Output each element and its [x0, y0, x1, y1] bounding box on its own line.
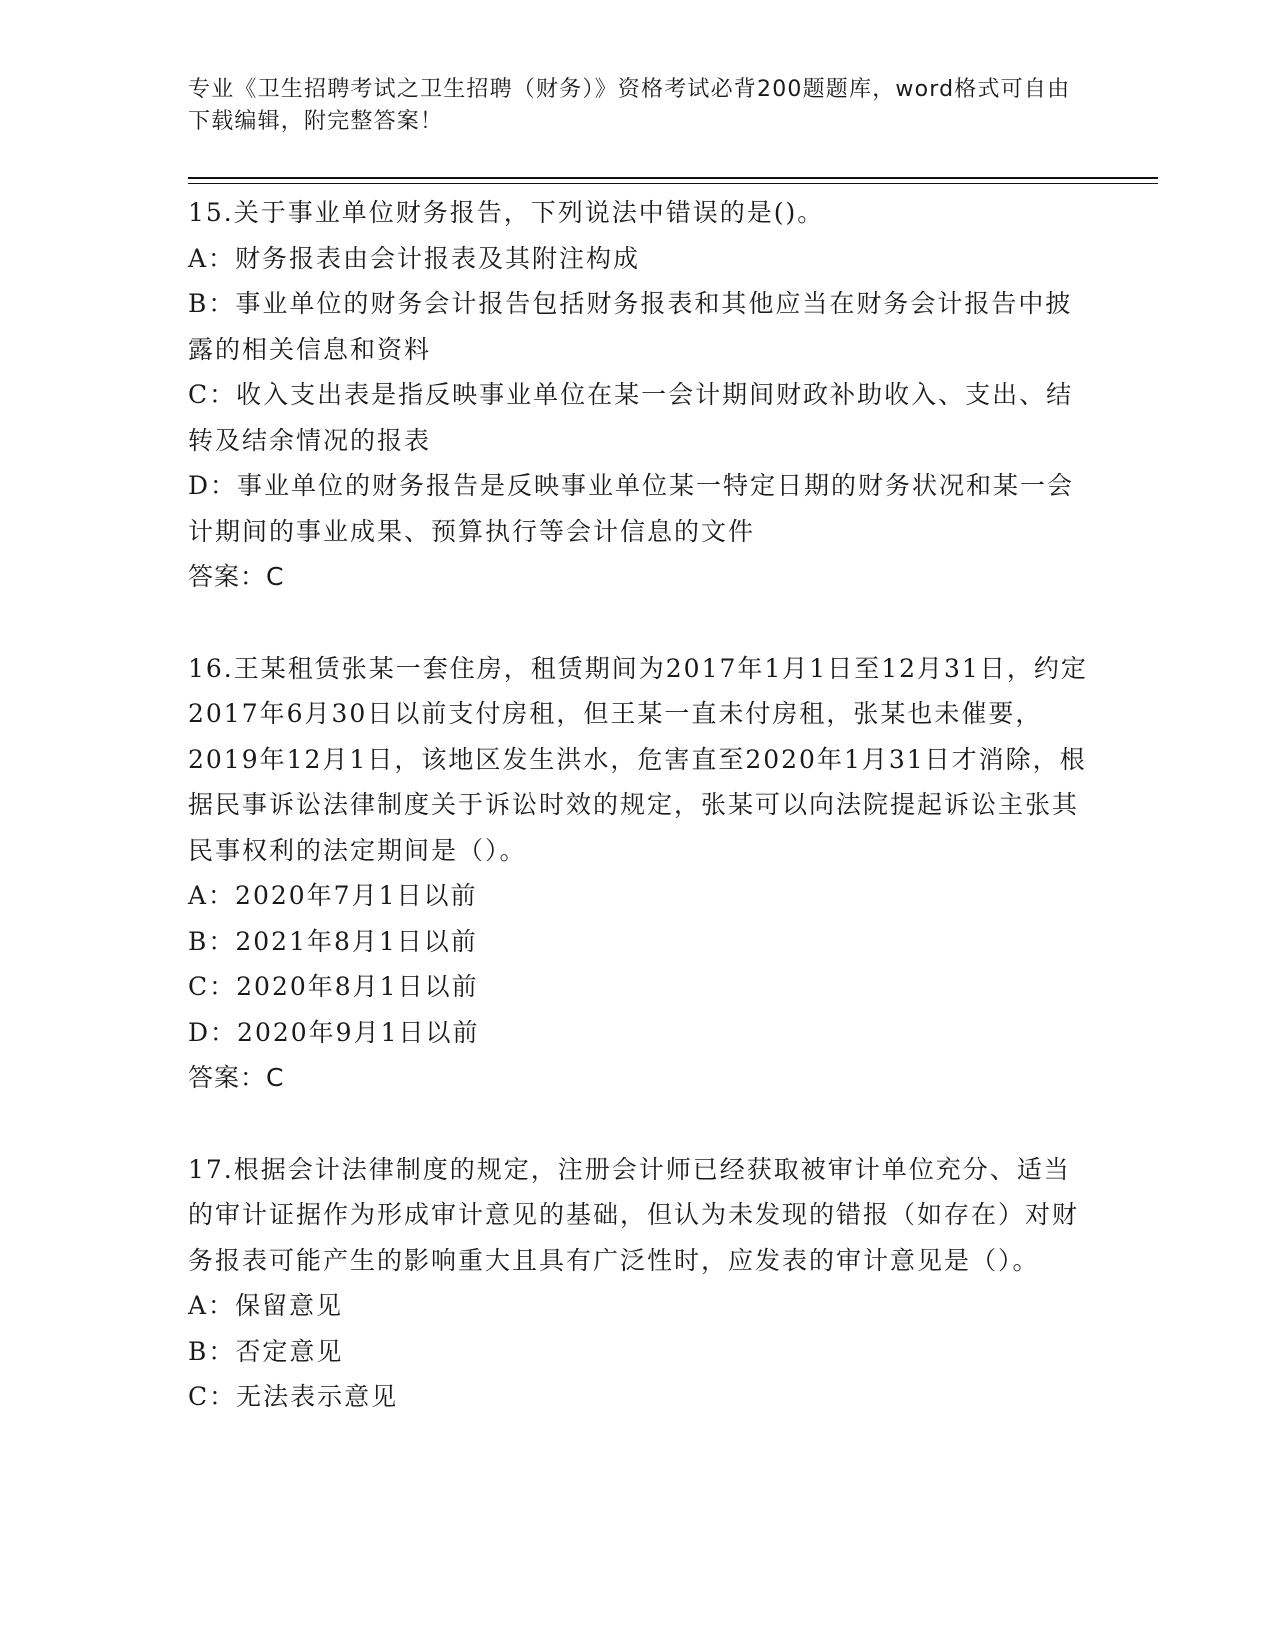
- option-c: C：无法表示意见: [188, 1382, 399, 1411]
- header-divider-thin: [188, 183, 1158, 184]
- question-stem: 16.王某租赁张某一套住房，租赁期间为2017年1月1日至12月31日，约定2017年6月30日以前支付房租，但王某一直未付房租，张某也未催要，2019年12月1日，该地区发生洪水，危害直至2020年1月31日才消除，根据民事诉讼法律制度关于诉讼时效的规定，张某可以向法院提起诉讼主张其民事权利的法定期间是（）。: [188, 653, 1088, 865]
- option-d: D：2020年9月1日以前: [188, 1017, 480, 1047]
- option-b: B：否定意见: [188, 1336, 344, 1366]
- header-divider: [188, 177, 1158, 179]
- option-a: A：2020年7月1日以前: [188, 881, 478, 910]
- question-15: [188, 190, 1088, 600]
- option-a: A：财务报表由会计报表及其附注构成: [188, 243, 641, 273]
- question-17: [188, 1147, 1088, 1420]
- option-c: C：收入支出表是指反映事业单位在某一会计期间财政补助收入、支出、结转及结余情况的报表: [188, 380, 1074, 455]
- option-c: C：2020年8月1日以前: [188, 972, 479, 1001]
- answer: 答案：C: [188, 1063, 285, 1092]
- option-a: A：保留意见: [188, 1291, 344, 1320]
- question-stem: 15.关于事业单位财务报告，下列说法中错误的是()。: [188, 198, 825, 227]
- option-d: D：事业单位的财务报告是反映事业单位某一特定日期的财务状况和某一会计期间的事业成果、预算执行等会计信息的文件: [188, 471, 1075, 546]
- option-b: B：事业单位的财务会计报告包括财务报表和其他应当在财务会计报告中披露的相关信息和资料: [188, 289, 1073, 364]
- answer: 答案：C: [188, 562, 285, 591]
- question-16: [188, 646, 1088, 1101]
- document-header: 专业《卫生招聘考试之卫生招聘（财务）》资格考试必背200题题库，word格式可自由下载编辑，附完整答案！: [188, 77, 1071, 134]
- option-b: B：2021年8月1日以前: [188, 926, 478, 956]
- question-stem: 17.根据会计法律制度的规定，注册会计师已经获取被审计单位充分、适当的审计证据作为形成审计意见的基础，但认为未发现的错报（如存在）对财务报表可能产生的影响重大且具有广泛性时，应发表的审计意见是（）。: [188, 1154, 1080, 1275]
- question-list: [188, 190, 1088, 1466]
